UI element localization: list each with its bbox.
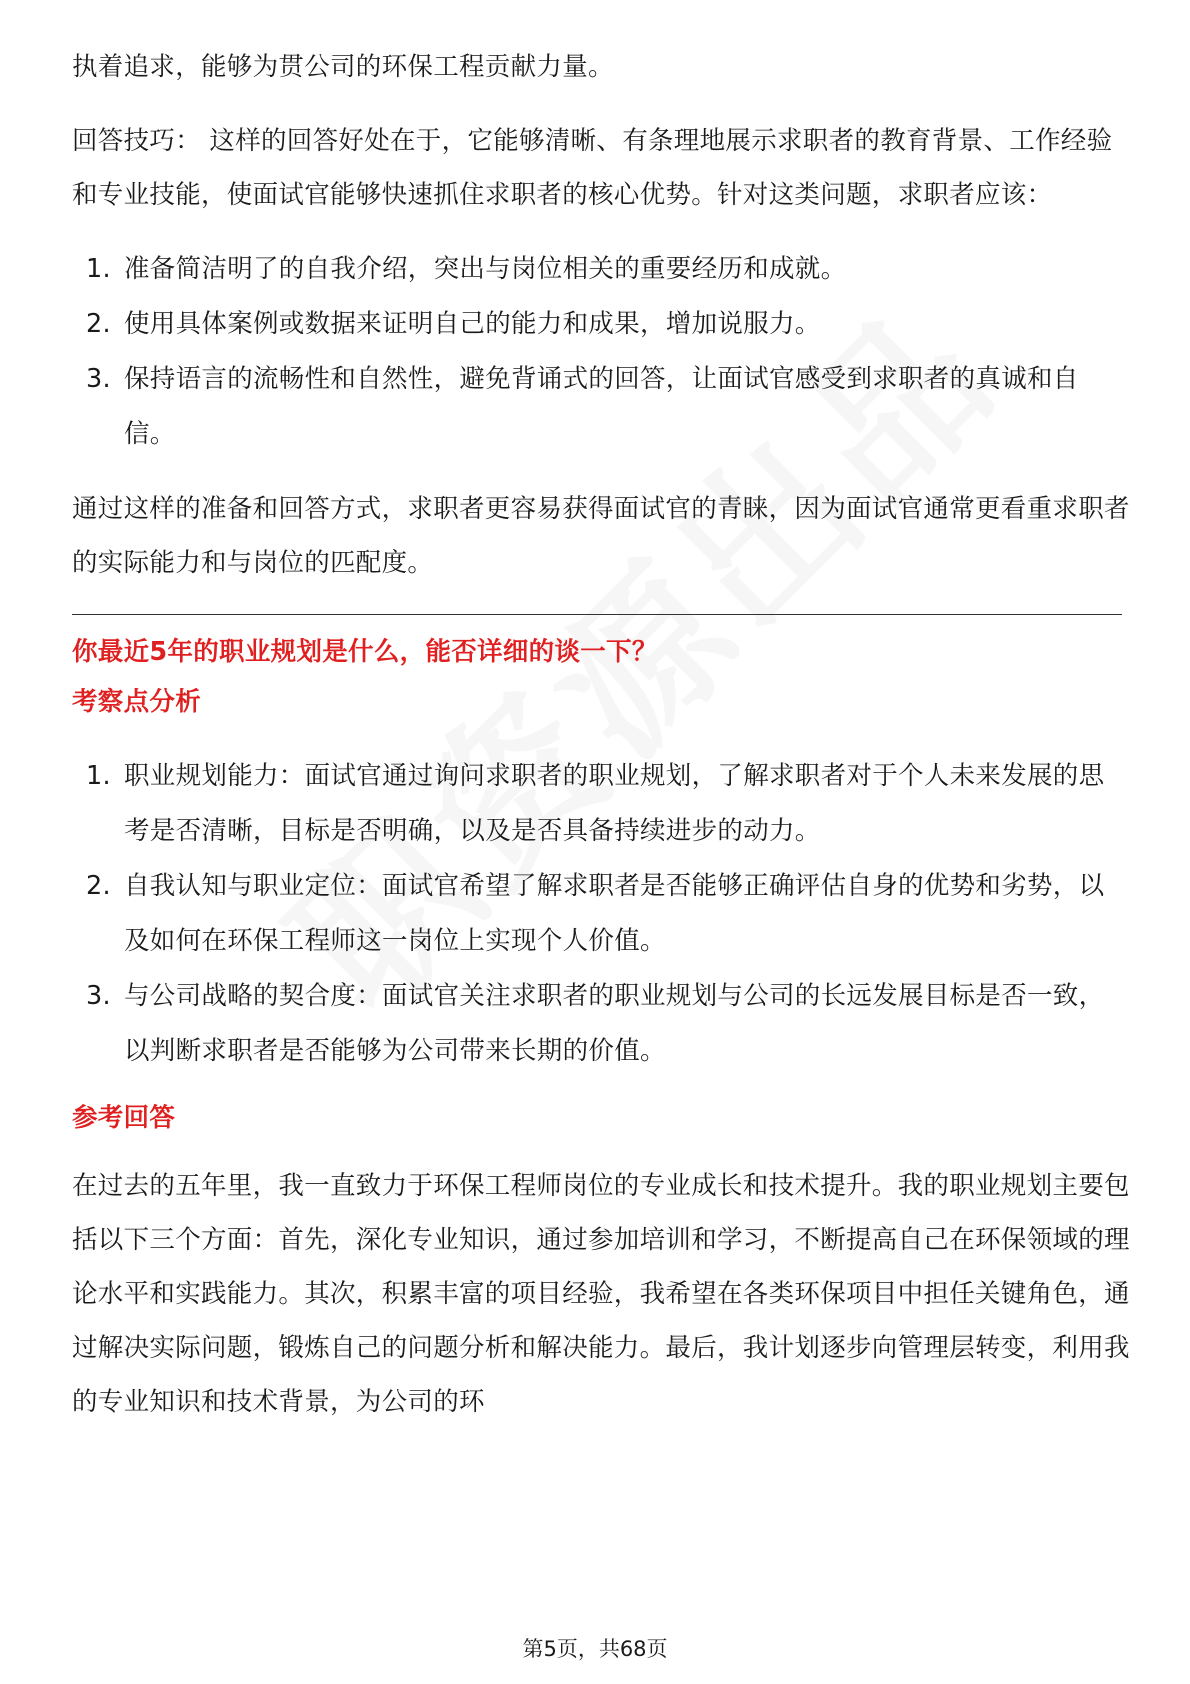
list-item-text: 自我认知与职业定位：面试官希望了解求职者是否能够正确评估自身的优势和劣势，以及如何在环保工程师这一岗位上实现个人价值。 <box>124 871 1105 956</box>
page-number-footer: 第5页，共68页 <box>522 1637 668 1661</box>
analysis-heading: 考察点分析 <box>72 687 202 717</box>
list-item <box>72 352 1130 462</box>
list-number: 3. <box>86 364 111 394</box>
list-item-text: 与公司战略的契合度：面试官关注求职者的职业规划与公司的长远发展目标是否一致，以判断求职者是否能够为公司带来长期的价值。 <box>124 981 1105 1066</box>
list-item-text: 职业规划能力：面试官通过询问求职者的职业规划，了解求职者对于个人未来发展的思考是否清晰，目标是否明确，以及是否具备持续进步的动力。 <box>124 761 1105 846</box>
list-item-text: 使用具体案例或数据来证明自己的能力和成果，增加说服力。 <box>124 309 821 339</box>
list-number: 2. <box>86 309 111 339</box>
list-item <box>72 749 1130 859</box>
list-item <box>72 242 1130 297</box>
paragraph-reference-answer: 在过去的五年里，我一直致力于环保工程师岗位的专业成长和技术提升。我的职业规划主要包括以下三个方面：首先，深化专业知识，通过参加培训和学习，不断提高自己在环保领域的理论水平和实践能力。其次，积累丰富的项目经验，我希望在各类环保项目中担任关键角色，通过解决实际问题，锻炼自己的问题分析和解决能力。最后，我计划逐步向管理层转变，利用我的专业知识和技术背景，为公司的环 <box>72 1171 1130 1417</box>
section-divider <box>72 614 1122 615</box>
list-item <box>72 969 1130 1079</box>
tips-list <box>72 242 1130 462</box>
paragraph-answer-tips: 回答技巧： 这样的回答好处在于，它能够清晰、有条理地展示求职者的教育背景、工作经验和专业技能，使面试官能够快速抓住求职者的核心优势。针对这类问题，求职者应该： <box>72 126 1113 210</box>
paragraph: 执着追求，能够为贯公司的环保工程贡献力量。 <box>72 52 614 82</box>
list-item-text: 准备简洁明了的自我介绍，突出与岗位相关的重要经历和成就。 <box>124 254 847 284</box>
list-item <box>72 297 1130 352</box>
paragraph-summary: 通过这样的准备和回答方式，求职者更容易获得面试官的青睐，因为面试官通常更看重求职者的实际能力和与岗位的匹配度。 <box>72 494 1130 578</box>
list-number: 1. <box>86 254 111 284</box>
list-number: 2. <box>86 871 111 901</box>
list-item <box>72 859 1130 969</box>
document-page <box>72 40 1130 1429</box>
answer-heading: 参考回答 <box>72 1103 176 1133</box>
list-number: 3. <box>86 981 111 1011</box>
analysis-list <box>72 749 1130 1079</box>
question-heading: 你最近5年的职业规划是什么，能否详细的谈一下？ <box>72 637 658 667</box>
list-number: 1. <box>86 761 111 791</box>
list-item-text: 保持语言的流畅性和自然性，避免背诵式的回答，让面试官感受到求职者的真诚和自信。 <box>124 364 1079 449</box>
